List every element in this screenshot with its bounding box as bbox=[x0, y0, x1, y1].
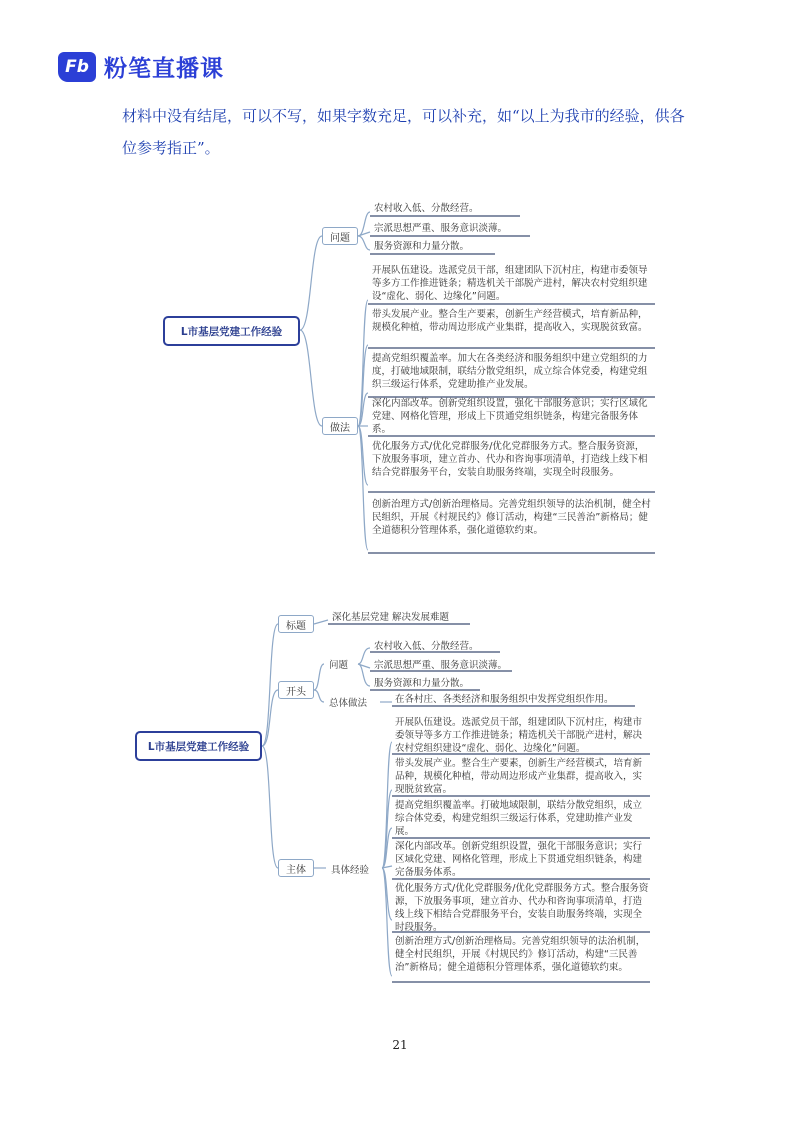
map2-experience-leaf: 提高党组织覆盖率。打破地域限制，联结分散党组织，成立综合体党委，构建党组织三级运行体系，党建助推产业发展。 bbox=[395, 800, 643, 837]
map2-experience-leaf: 优化服务方式/优化党群服务/优化党群服务方式。整合服务资源，下放服务事项，建立首办、代办和咨询事项清单，打造线上线下相结合党群服务平台，安装自助服务终端，实现全时段服务。 bbox=[395, 883, 649, 933]
map1-practice-leaf: 优化服务方式/优化党群服务/优化党群服务方式。整合服务资源，下放服务事项，建立首办、代办和咨询事项清单，打造线上线下相结合党群服务平台，安装自助服务终端，实现全时段服务。 bbox=[372, 441, 648, 478]
map1-practice-leaf: 开展队伍建设。选派党员干部，组建团队下沉村庄，构建市委领导等多方工作推进链条；精选机关干部脱产进村，解决农村党组织建设“虚化、弱化、边缘化”问题。 bbox=[372, 265, 648, 302]
map2-branch-title: 标题 bbox=[278, 615, 314, 633]
map2-sub-problem: 问题 bbox=[329, 660, 349, 671]
map2-branch-body: 主体 bbox=[278, 859, 314, 877]
map2-experience-leaf: 深化内部改革。创新党组织设置，强化干部服务意识；实行区域化党建、网格化管理，形成上下贯通党组织链条，构建完备服务体系。 bbox=[395, 841, 643, 878]
map1-branch-problem: 问题 bbox=[322, 227, 358, 245]
fenbi-logo-icon: Fb bbox=[58, 52, 96, 82]
map2-title-leaf: 深化基层党建 解决发展难题 bbox=[332, 612, 450, 623]
intro-paragraph: 材料中没有结尾，可以不写，如果字数充足，可以补充，如“以上为我市的经验，供各位参考指正”。 bbox=[122, 107, 685, 157]
page-number: 21 bbox=[392, 1038, 408, 1052]
map1-practice-leaf: 带头发展产业。整合生产要素，创新生产经营模式，培育新品种，规模化种植，带动周边形成产业集群，提高收入，实现脱贫致富。 bbox=[372, 309, 648, 333]
brand-name: 粉笔直播课 bbox=[104, 56, 224, 82]
map2-problem-leaf: 农村收入低、分散经营。 bbox=[374, 641, 479, 652]
map2-problem-leaf: 服务资源和力量分散。 bbox=[374, 678, 470, 689]
map1-root-node: L市基层党建工作经验 bbox=[163, 316, 300, 346]
map2-experience-leaf: 创新治理方式/创新治理格局。完善党组织领导的法治机制，健全村民组织，开展《村规民约》修订活动，构建“三民善治”新格局；健全道德积分管理体系，强化道德软约束。 bbox=[395, 936, 646, 973]
map1-practice-leaf: 深化内部改革。创新党组织设置，强化干部服务意识；实行区域化党建、网格化管理，形成上下贯通党组织链条，构建完备服务体系。 bbox=[372, 398, 648, 435]
map1-problem-leaf: 宗派思想严重、服务意识淡薄。 bbox=[374, 223, 508, 234]
map2-experience-leaf: 带头发展产业。整合生产要素，创新生产经营模式，培育新品种，规模化种植，带动周边形成产业集群，提高收入，实现脱贫致富。 bbox=[395, 758, 643, 795]
map2-sub-overall: 总体做法 bbox=[329, 698, 368, 709]
map2-experience-leaf: 开展队伍建设。选派党员干部，组建团队下沉村庄，构建市委领导等多方工作推进链条；精选机关干部脱产进村，解决农村党组织建设“虚化、弱化、边缘化”问题。 bbox=[395, 717, 643, 754]
map2-sub-concrete: 具体经验 bbox=[331, 865, 370, 876]
map2-overall-leaf: 在各村庄、各类经济和服务组织中发挥党组织作用。 bbox=[395, 694, 614, 705]
map1-problem-leaf: 农村收入低、分散经营。 bbox=[374, 203, 479, 214]
map1-practice-leaf: 提高党组织覆盖率。加大在各类经济和服务组织中建立党组织的力度，打破地域限制，联结分散党组织，成立综合体党委，构建党组织三级运行体系，党建助推产业发展。 bbox=[372, 353, 648, 390]
map1-problem-leaf: 服务资源和力量分散。 bbox=[374, 241, 470, 252]
map2-problem-leaf: 宗派思想严重、服务意识淡薄。 bbox=[374, 660, 508, 671]
map2-root-node: L市基层党建工作经验 bbox=[135, 731, 262, 761]
map1-branch-practice: 做法 bbox=[322, 417, 358, 435]
map2-branch-opening: 开头 bbox=[278, 681, 314, 699]
map1-practice-leaf: 创新治理方式/创新治理格局。完善党组织领导的法治机制，健全村民组织，开展《村规民约》修订活动，构建“三民善治”新格局；健全道德积分管理体系，强化道德软约束。 bbox=[372, 499, 651, 536]
